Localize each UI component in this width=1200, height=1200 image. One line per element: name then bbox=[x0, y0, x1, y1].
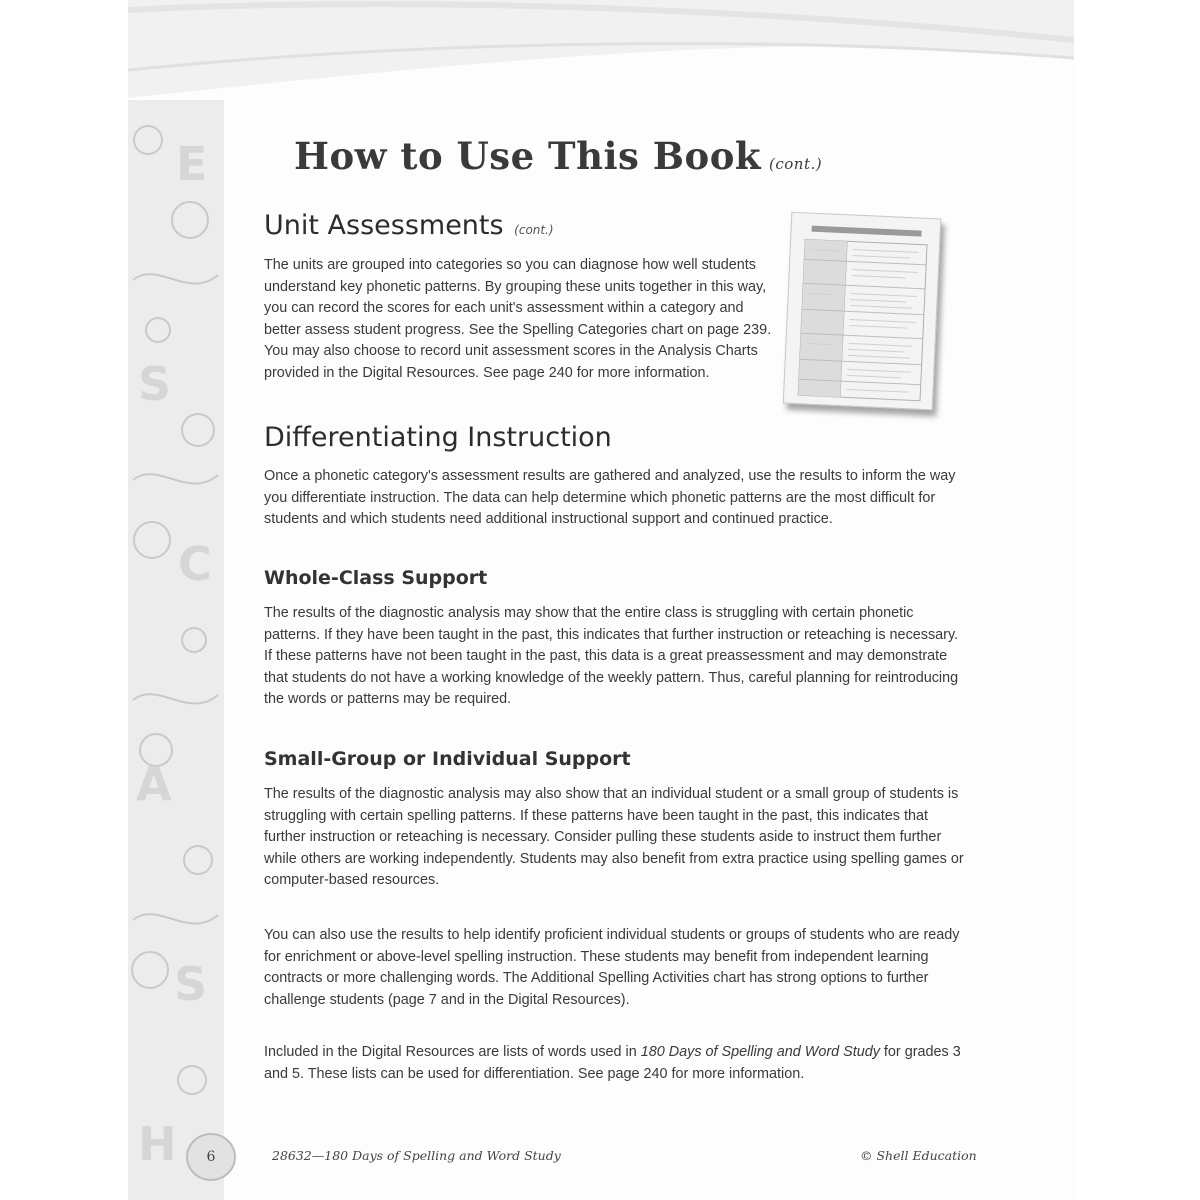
page-title-cont: (cont.) bbox=[769, 155, 823, 173]
unit-assessments-paragraph: The units are grouped into categories so you can diagnose how well students understand key phonetic patterns. By grouping these units together in this way, you can record the scores for each unit's assessment within a category and better assess student progress. See the Spelling Categories chart on page 239. You may also choose to record unit assessment scores in the Analysis Charts provided in the Digital Resources. See page 240 for more information. bbox=[264, 257, 772, 381]
svg-text:E: E bbox=[176, 137, 208, 191]
svg-text:A: A bbox=[136, 757, 172, 811]
small-group-support-paragraph-1: The results of the diagnostic analysis may also show that an individual student or a small group of students is struggling with certain spelling patterns. If these patterns have been taught in the past, this indicates that further instruction or reteaching is necessary. Consider pulling these students aside to instruct them further while others are working independently. Students may also benefit from extra practice using spelling games or computer-based resources. bbox=[264, 786, 964, 889]
unit-assessments-heading-text: Unit Assessments bbox=[264, 210, 504, 241]
doodle-letters-pattern bbox=[128, 100, 224, 1200]
page-number: 6 bbox=[206, 1149, 216, 1165]
whole-class-support-heading: Whole-Class Support bbox=[264, 567, 488, 589]
top-swoosh-decoration bbox=[128, 0, 1074, 110]
chart-thumbnail-lines bbox=[784, 213, 943, 412]
small-group-support-heading: Small-Group or Individual Support bbox=[264, 748, 631, 770]
differentiating-instruction-paragraph: Once a phonetic category's assessment results are gathered and analyzed, use the results to inform the way you differentiate instruction. The data can help determine which phonetic patterns are the most difficult for students and which students need additional instructional support and continued practice. bbox=[264, 468, 956, 528]
spelling-categories-chart-thumbnail bbox=[783, 212, 942, 411]
differentiating-instruction-heading: Differentiating Instruction bbox=[264, 422, 612, 453]
footer-book-reference: 28632—180 Days of Spelling and Word Study bbox=[272, 1148, 561, 1163]
page-title-text: How to Use This Book bbox=[294, 134, 762, 178]
small-group-support-paragraph-3 bbox=[264, 1042, 970, 1085]
unit-assessments-heading-cont: (cont.) bbox=[514, 223, 554, 237]
unit-assessments-heading bbox=[264, 210, 554, 241]
svg-text:S: S bbox=[138, 357, 172, 411]
small-group-support-paragraph-2: You can also use the results to help identify proficient individual students or groups of students who are ready for enrichment or above-level spelling instruction. These students may benefit from independent learning contracts or more challenging words. The Additional Spelling Activities chart has strong options to further challenge students (page 7 and in the Digital Resources). bbox=[264, 927, 960, 1008]
paragraph-3-text-b: for grades 3 and 5. These lists can be used for differentiation. See page 240 for more information. bbox=[264, 1044, 961, 1082]
paragraph-3-text-a: Included in the Digital Resources are lists of words used in bbox=[264, 1044, 641, 1060]
whole-class-support-paragraph: The results of the diagnostic analysis may show that the entire class is struggling with certain phonetic patterns. If they have been taught in the past, this indicates that further instruction or reteaching is necessary. If these patterns have not been taught in the past, this data is a great preassessment and may demonstrate that students do not have a working knowledge of the weekly pattern. Thus, careful planning for reintroducing the words or patterns may be required. bbox=[264, 605, 959, 708]
page-number-badge bbox=[186, 1133, 236, 1181]
decorative-side-strip bbox=[128, 100, 224, 1200]
svg-text:H: H bbox=[138, 1117, 177, 1171]
book-page bbox=[128, 0, 1074, 1200]
page-title bbox=[294, 134, 994, 178]
svg-text:S: S bbox=[174, 957, 208, 1011]
book-title-italic: 180 Days of Spelling and Word Study bbox=[640, 1044, 880, 1060]
footer-publisher: © Shell Education bbox=[860, 1148, 977, 1163]
svg-text:C: C bbox=[178, 537, 212, 591]
